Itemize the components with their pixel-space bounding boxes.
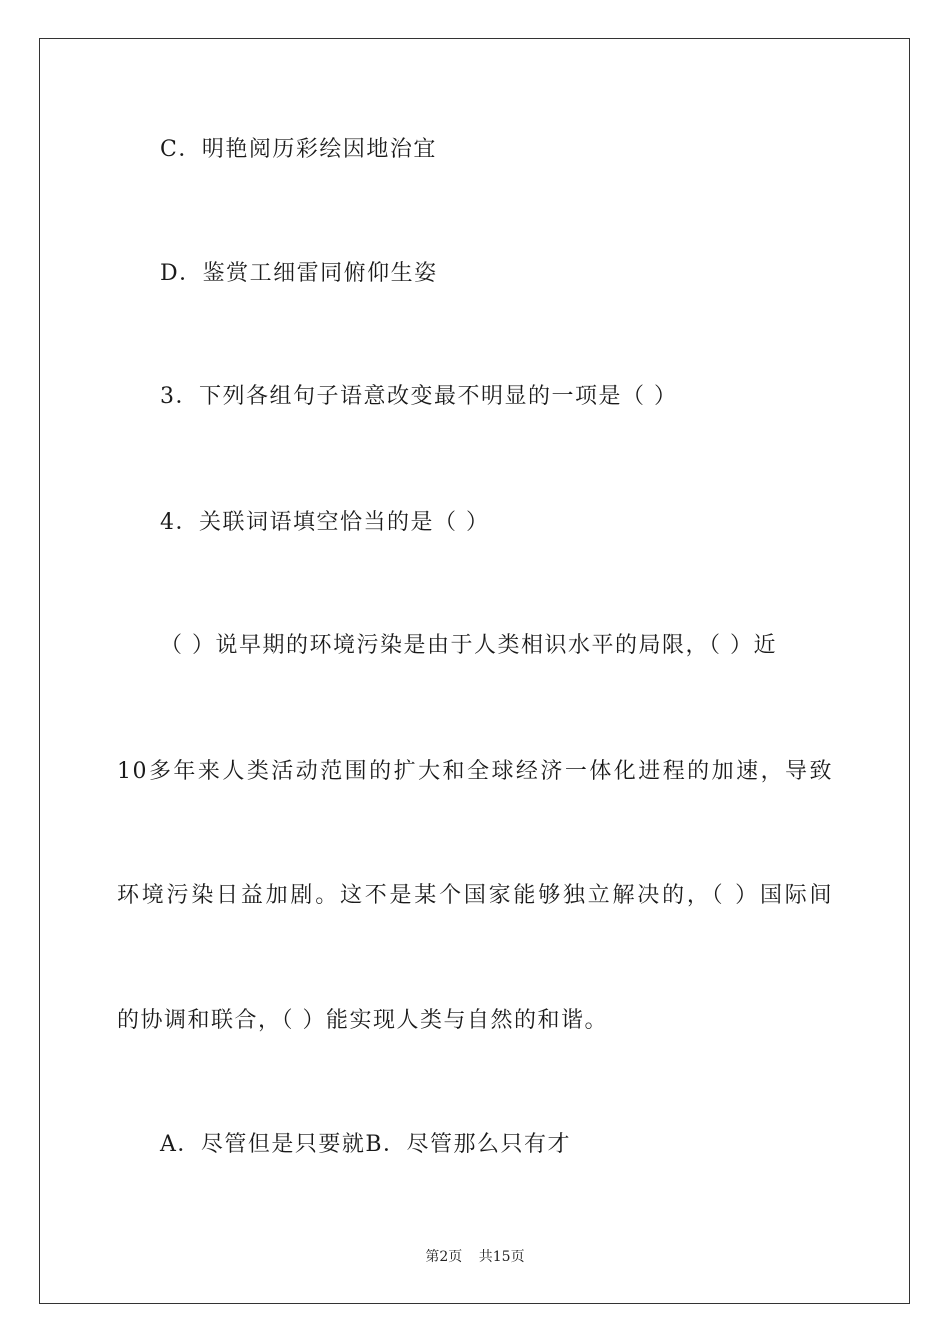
answer-options-ab: A．尽管但是只要就B．尽管那么只有才 xyxy=(160,1132,572,1157)
question-4: 4．关联词语填空恰当的是（ ） xyxy=(160,510,490,535)
passage-line-1: （ ）说早期的环境污染是由于人类相识水平的局限，（ ）近 xyxy=(160,633,777,658)
page-border xyxy=(39,38,910,1304)
option-c: C．明艳阅历彩绘因地治宜 xyxy=(160,137,437,162)
page-total: 共15页 xyxy=(478,1249,525,1265)
passage-line-4: 的协调和联合，（ ）能实现人类与自然的和谐。 xyxy=(117,1008,608,1033)
option-d: D．鉴赏工细雷同俯仰生姿 xyxy=(160,261,438,286)
passage-line-2: 10多年来人类活动范围的扩大和全球经济一体化进程的加速，导致 xyxy=(117,759,833,784)
page-number: 第2页 xyxy=(425,1249,463,1265)
question-3: 3．下列各组句子语意改变最不明显的一项是（ ） xyxy=(160,384,678,409)
page-footer xyxy=(0,1247,950,1267)
passage-line-3: 环境污染日益加剧。这不是某个国家能够独立解决的，（ ）国际间 xyxy=(117,883,833,908)
